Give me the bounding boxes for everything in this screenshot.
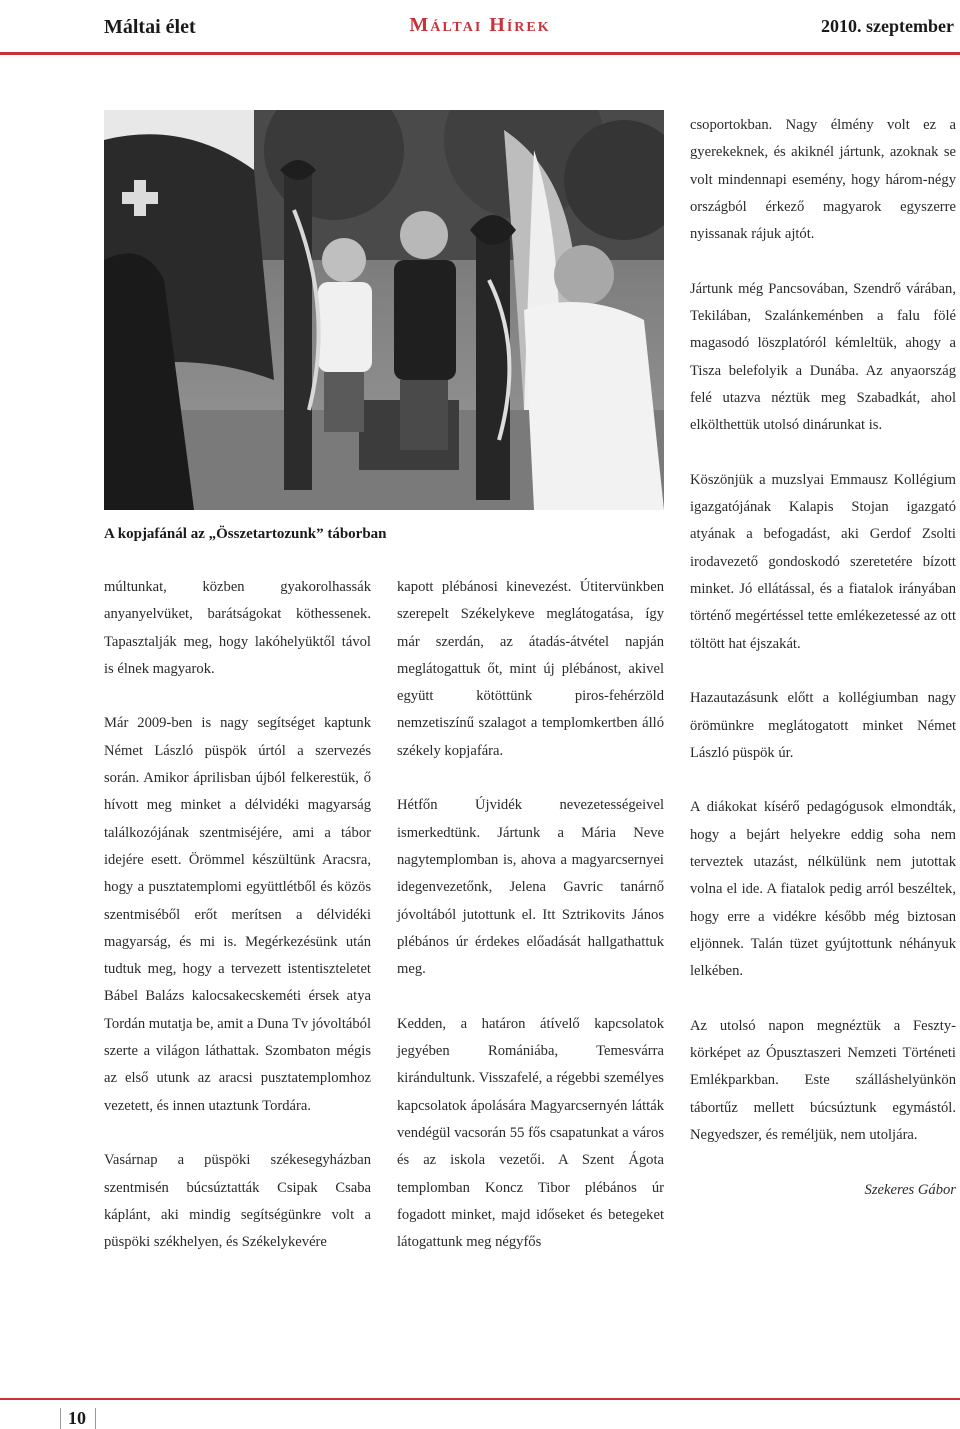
paragraph: Vasárnap a püspöki székesegyházban szentmisén búcsúztatták Csipak Csaba káplánt, aki mindig segítségünkre volt a püspöki székhelyen, és Székelykevére <box>104 1152 371 1251</box>
paragraph: Köszönjük a muzslyai Emmausz Kollégium igazgatójának Kalapis Stojan igazgató atyának a befogadást, aki Gerdof Zsolti irodavezető gondoskodó szeretetére bízott minket. Jó ellátással, és a fiatalok irányában történő megértéssel tette emlékezetessé az ott töltött hat éjszakát. <box>690 471 956 652</box>
text-column-3 <box>690 112 956 1204</box>
text-column-1 <box>104 574 371 1256</box>
paragraph: Kedden, a határon átívelő kapcsolatok jegyében Romániába, Temesvárra kirándultunk. Visszafelé, a régebbi személyes kapcsolatok ápolására Magyarcsernyén látták vendégül vacsorán 55 fős csapatunkat a város és az iskola vezetői. A Szent Ágota templomban Koncz Tibor plébános úr fogadott minket, majd időseket és betegeket látogattunk meg négyfős <box>397 1015 664 1251</box>
paragraph: Hazautazásunk előtt a kollégiumban nagy örömünkre meglátogatott minket Német László püspök úr. <box>690 690 956 761</box>
issue-date: 2010. szeptember <box>821 16 954 36</box>
photo-caption: A kopjafánál az „Összetartozunk” táborban <box>104 526 387 542</box>
header-rule <box>0 52 960 55</box>
section-title: Máltai Hírek <box>409 14 551 36</box>
paragraph: kapott plébánosi kinevezést. Útitervünkben szerepelt Székelykeve meglátogatása, így már szerdán, az átadás-átvétel napján meglátogattuk őt, mint új plébánost, akivel együtt kötöttünk piros-fehérzöld nemzetiszínű szalagot a templomkertben álló székely kopjafára. <box>397 579 664 759</box>
paragraph: Már 2009-ben is nagy segítséget kaptunk Német László püspök úrtól a szervezés során. Amikor áprilisban újból felkerestük, ő hívott meg minket a délvidéki magyarság találkozójának szentmiséjére, ami a tábor idejére esett. Örömmel készültünk Aracsra, hogy a pusztatemplomi együttlétből és közös szentmiséből erőt merítsen a délvidéki magyarság, és mi is. Megérkezésünk után tudtuk meg, hogy a tervezett istentiszteletet Bábel Balázs kalocsakecskeméti érsek atya Tordán mutatja be, amit a Duna Tv jóvoltából szerte a világon láthattak. Szombaton mégis az első utunk az aracsi pusztatemplomhoz vezetett, és innen utaztunk Tordára. <box>104 715 372 1114</box>
paragraph: csoportokban. Nagy élmény volt ez a gyerekeknek, és akiknél jártunk, azoknak se volt mindennapi esemény, hogy három-négy országból érkező magyarok egyszerre nyissanak rájuk ajtót. <box>690 117 956 243</box>
photo-kopjafa <box>104 110 664 510</box>
paragraph: Hétfőn Újvidék nevezetességeivel ismerkedtünk. Jártunk a Mária Neve nagytemplomban is, ahova a magyarcsernyei idegenvezetőnk, Jelena Gavric tanárnő jóvoltából jutottunk el. Itt Sztrikovits János plébános úr érdekes előadását hallgathattuk meg. <box>397 797 664 978</box>
footer-rule <box>0 1398 960 1400</box>
author-signature: Szekeres Gábor <box>864 1181 956 1198</box>
magazine-title: Máltai élet <box>104 16 196 38</box>
page-header <box>0 0 960 52</box>
paragraph: A diákokat kísérő pedagógusok elmondták, hogy a bejárt helyekre eddig soha nem terveztek utazást, nélkülünk nem jutottak volna el ide. A fiatalok pedig arról beszéltek, hogy erre a vidékre később még biztosan eljönnek. Talán tüzet gyújtottunk néhányuk lelkében. <box>690 799 956 980</box>
page-number: 10 <box>68 1408 86 1428</box>
paragraph: Az utolsó napon megnéztük a Feszty-körképet az Ópusztaszeri Nemzeti Történeti Emlékparkban. Este szálláshelyünkön tábortűz mellett búcsúztunk egymástól. Negyedszer, és reméljük, nem utoljára. <box>690 1017 956 1143</box>
text-column-2 <box>397 574 664 1256</box>
paragraph: Jártunk még Pancsovában, Szendrő várában, Tekilában, Szalánkeménben a falu fölé magasodó löszplatóról kémleltük, ahogy a Tisza belefolyik a Dunába. Az anyaország felé utazva néztük meg Szabadkát, ahol elkölthettük utolsó dinárunkat is. <box>690 280 956 434</box>
paragraph: múltunkat, közben gyakorolhassák anyanyelvüket, barátságokat köthessenek. Tapasztalják meg, hogy lakóhelyüktől távol is élnek magyarok. <box>104 579 371 677</box>
